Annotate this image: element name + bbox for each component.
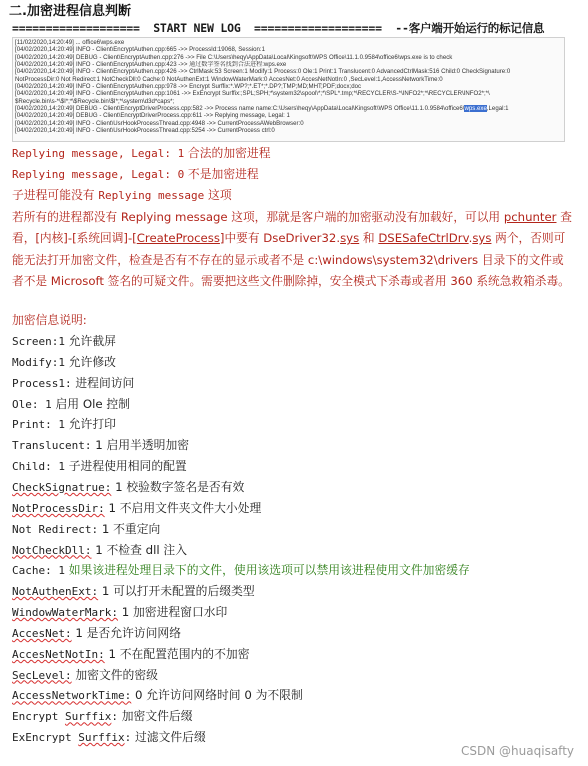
info-item [12, 373, 134, 394]
info-item [12, 519, 160, 540]
info-item [12, 706, 193, 727]
info-item-key: Modify:1 [12, 355, 65, 369]
note-code: Replying message [98, 189, 205, 202]
paragraph-text: 若所有的进程都没有 Replying message 这项，那就是客户端的加密驱动没有加载好，可以用 [12, 210, 504, 224]
log-line: [04/02/2020,14:20:49] DEBUG - Client\EncryptAuthen.cpp:276 ->> File C:\Users\heqy\AppData\Local\Kingsoft\WPS Office\11.1.0.9584\office6\wps.exe is to check [15, 53, 453, 61]
info-item-key: Cache: 1 [12, 564, 65, 578]
info-item-desc: 1 不检查 dll 注入 [91, 542, 188, 557]
log-line: [04/02/2020,14:20:49] INFO - Client\EncryptAuthen.cpp:426 ->> CtrlMask:53 Screen:1 Modify:1 Process:0 Ole:1 Print:1 Translucent:0 AdvancedCtrlMask:516 Child:0 CheckSignature:0 [15, 68, 511, 76]
log-line: [04/02/2020,14:20:49] INFO - Client\EncryptAuthen.cpp:665 ->> ProcessId:19068, Session:1 [15, 46, 265, 54]
selected-text[interactable]: wps.exe [464, 105, 487, 113]
info-item-desc: 过滤文件后缀 [131, 730, 206, 745]
info-item [12, 623, 181, 644]
driver-check-paragraph [12, 207, 572, 292]
info-item [12, 560, 470, 581]
info-item-key: AccesNet: [12, 626, 72, 640]
note-text: 不是加密进程 [184, 167, 259, 181]
info-item [12, 727, 206, 748]
log-line: [04/02/2020,14:20:49] INFO - Client\UsrHookProcessThread.cpp:5254 ->> CurrentProcess ctrl:0 [15, 127, 275, 135]
note-code: Replying message, Legal: 1 [12, 147, 185, 160]
info-item [12, 581, 255, 602]
info-item [12, 456, 187, 477]
info-item [12, 602, 227, 623]
info-item-key: Print: 1 [12, 418, 65, 432]
info-item-key: SecLevel: [12, 668, 72, 682]
info-item-desc: 如果该进程处理目录下的文件，使用该选项可以禁用该进程使用文件加密缓存 [64, 563, 470, 578]
info-item-key: AccessNetworkTime: [12, 689, 132, 703]
log-line: [04/02/2020,14:20:49] INFO - Client\EncryptAuthen.cpp:978 ->> Encrypt Surffix:*.WP?;*.ET*;*.DP?;TMP;MD;MHT;PDF;docx;doc [15, 83, 362, 91]
info-item-desc: 0 允许访问网络时间 0 为不限制 [131, 688, 303, 703]
log-line: [04/02/2020,14:20:49] DEBUG - Client\EncryptDriverProcess.cpp:611 ->> Replying message, Legal: 1 [15, 112, 290, 120]
info-item [12, 498, 261, 519]
log-line: [04/02/2020,14:20:49] INFO - Client\EncryptAuthen.cpp:423 ->> 通过数字签名找到合法进程:wps.exe [15, 61, 287, 69]
log-line: [04/02/2020,14:20:49] INFO - Client\UsrHookProcessThread.cpp:4948 ->> CurrentProcessAWebBrowser:0 [15, 119, 304, 127]
log-line: $Recycle.bin\s-*\$I*;*\$Recycle.bin\$I*;*\system\d3d*caps*; [15, 97, 175, 105]
info-item [12, 394, 130, 415]
info-item [12, 414, 116, 435]
sys-term: sys [340, 231, 360, 246]
info-item-key: Screen:1 [12, 335, 65, 348]
log-screenshot [12, 37, 565, 142]
createprocess-term: CreateProcess [136, 231, 220, 246]
info-item-key: Translucent: [12, 439, 92, 453]
note-text: 子进程可能没有 [12, 188, 99, 202]
log-line: [11/02/2020,14:20:49] ... office6\wps.exe [15, 39, 125, 46]
paragraph-text: . [468, 231, 473, 246]
info-item-key: WindowWaterMark: [12, 606, 118, 620]
info-item [12, 644, 250, 665]
info-item-key: Encrypt Surffix: [12, 710, 118, 724]
info-item [12, 477, 244, 498]
log-line-suffix: ,Legal:1 [486, 105, 509, 113]
info-item-desc: 1 是否允许访问网络 [71, 625, 181, 640]
info-item [12, 331, 116, 352]
info-item [12, 685, 303, 706]
note-child [12, 185, 232, 206]
info-item-desc: 允许打印 [64, 417, 116, 432]
info-item-key: AccesNetNotIn: [12, 647, 105, 661]
info-item-desc: 1 不在配置范围内的不加密 [104, 646, 250, 661]
dse-term: DSESafeCtrlDrv [378, 231, 469, 246]
info-item-desc: 启用 Ole 控制 [51, 396, 131, 411]
info-item-desc: 1 加密进程窗口水印 [117, 605, 228, 620]
pchunter-link[interactable]: pchunter [503, 210, 557, 224]
info-item-desc: 进程间访问 [71, 375, 135, 390]
info-item-desc: 允许修改 [64, 354, 116, 369]
log-line-selected [15, 105, 562, 112]
paragraph-text: 查看，[内核]-[系统回调]-[ [12, 210, 572, 246]
info-item [12, 352, 116, 373]
note-text: 合法的加密进程 [184, 146, 271, 160]
info-item-desc: 加密文件后缀 [117, 709, 193, 724]
info-item-key: Ole: 1 [12, 397, 52, 411]
info-item-desc: 1 不启用文件夹文件大小处理 [104, 500, 262, 515]
info-item-key: NotProcessDir: [12, 501, 105, 515]
watermark: CSDN @huaqisafty [461, 744, 574, 758]
note-code: Replying message, Legal: 0 [12, 168, 185, 181]
info-item-key: NotAuthenExt: [12, 585, 99, 599]
section-title: 二.加密进程信息判断 [9, 4, 131, 19]
paragraph-text: 和 [359, 231, 379, 246]
note-legal-0 [12, 164, 259, 185]
info-item-desc: 1 启用半透明加密 [91, 438, 190, 453]
info-item-key: CheckSignatrue: [12, 480, 112, 494]
paragraph-text: ]中要有 DseDriver32. [219, 231, 341, 246]
log-line: [04/02/2020,14:20:49] INFO - Client\EncryptAuthen.cpp:1061 ->> ExEncrypt Surffix:;SPL;SPH;*\system32\spool\*;*\SPL*.tmp;*\RECYCLER\S-*\INFO2*;*\RECYCLER\INFO2*;*\ [15, 90, 490, 98]
info-item-key: NotCheckDll: [12, 543, 92, 557]
log-line-text: [04/02/2020,14:20:49] DEBUG - Client\EncryptDriverProcess.cpp:582 ->> Process name name:C:\Users\heqy\AppData\Local\Kingsoft\WPS Office\11.1.0.9584\office6\ [15, 105, 465, 113]
info-item-desc: 允许截屏 [64, 334, 116, 348]
info-item [12, 540, 187, 561]
note-text: 这项 [204, 188, 232, 202]
spellcheck-word: Surffix [78, 731, 125, 745]
log-start-marker: =================== START NEW LOG =================== --客户端开始运行的标记信息 [12, 21, 545, 35]
info-item-key: Not Redirect: [12, 522, 99, 536]
info-item-desc: 1 不重定向 [98, 521, 161, 536]
paragraph-text: 两个，否则可能无法打开加密文件，检查是否有不存在的显示或者不是 c:\windows\system32\drivers 目录下的文件或者不是 Microsoft 签名的可疑文件。需要把这些文件删除掉，安全模式下杀毒或者用 360 系统急救箱杀毒。 [12, 231, 570, 288]
info-item-desc: 子进程使用相同的配置 [64, 459, 187, 474]
info-item-desc: 1 可以打开未配置的后缀类型 [98, 584, 255, 599]
info-item-desc: 1 校验数字签名是否有效 [111, 479, 245, 494]
info-item-key: ExEncrypt Surffix: [12, 731, 132, 745]
log-line: NotProcessDir:0 Not Redirect:1 NotCheckDll:0 Cache:0 NotAuthenExt:1 WindowWaterMark:0 AccesNet:0 AccesNetNotIn:0 ,SecLevel:1,AccessNetworkTime:0 [15, 75, 443, 83]
info-item-key: Child: 1 [12, 460, 65, 474]
info-item-desc: 加密文件的密级 [71, 667, 158, 682]
info-item [12, 435, 189, 456]
sys-term: sys [472, 231, 492, 246]
info-item [12, 665, 158, 686]
info-item-key: Process1: [12, 376, 72, 390]
spellcheck-word: Surffix [64, 710, 112, 724]
note-legal-1 [12, 143, 271, 164]
info-title: 加密信息说明: [12, 313, 87, 327]
